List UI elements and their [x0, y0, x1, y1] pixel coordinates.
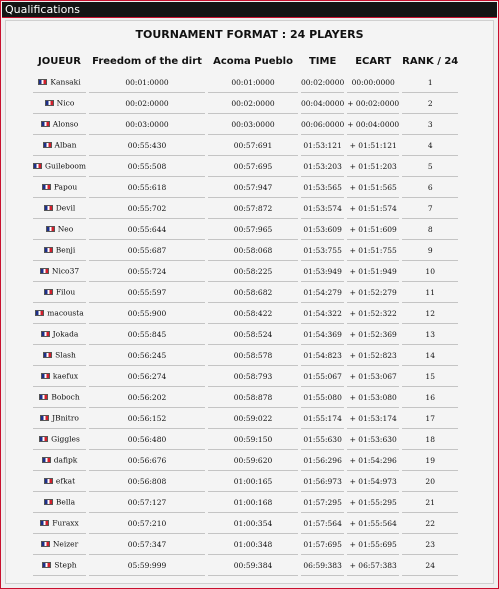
- rank-value: 23: [402, 534, 458, 555]
- player-name: Benji: [55, 245, 76, 255]
- player-name: Papou: [53, 182, 78, 192]
- france-flag-icon: [44, 289, 53, 295]
- freedom-of-the-dirt-time: 00:55:900: [89, 303, 205, 324]
- gap-value: + 01:51:574: [347, 198, 399, 219]
- player-name: Slash: [55, 350, 76, 360]
- player-cell: [33, 177, 86, 198]
- table-header-row: [33, 50, 458, 72]
- rank-value: 19: [402, 450, 458, 471]
- freedom-of-the-dirt-time: 00:57:127: [89, 492, 205, 513]
- total-time: 01:57:695: [301, 534, 344, 555]
- rank-value: 2: [402, 93, 458, 114]
- rank-value: 20: [402, 471, 458, 492]
- france-flag-icon: [43, 352, 52, 358]
- player-cell: [33, 282, 86, 303]
- total-time: 01:53:609: [301, 219, 344, 240]
- gap-value: + 01:53:630: [347, 429, 399, 450]
- acoma-pueblo-time: 00:59:384: [208, 555, 298, 576]
- rank-value: 1: [402, 72, 458, 93]
- player-cell: [33, 450, 86, 471]
- table-row: [33, 513, 458, 534]
- total-time: 00:06:0000: [301, 114, 344, 135]
- table-row: [33, 450, 458, 471]
- table-row: [33, 429, 458, 450]
- gap-value: + 06:57:383: [347, 555, 399, 576]
- total-time: 01:55:067: [301, 366, 344, 387]
- player-name: kaefux: [52, 371, 79, 381]
- column-header-acoma-pueblo: Acoma Pueblo: [213, 55, 293, 67]
- freedom-of-the-dirt-time: 00:57:347: [89, 534, 205, 555]
- france-flag-icon: [35, 310, 44, 316]
- gap-value: + 01:52:279: [347, 282, 399, 303]
- freedom-of-the-dirt-time: 00:55:687: [89, 240, 205, 261]
- rank-value: 6: [402, 177, 458, 198]
- player-cell: [33, 198, 86, 219]
- player-name: Boboch: [51, 392, 80, 402]
- total-time: 00:02:0000: [301, 72, 344, 93]
- player-cell: [33, 135, 86, 156]
- gap-value: + 01:54:296: [347, 450, 399, 471]
- rank-value: 11: [402, 282, 458, 303]
- france-flag-icon: [42, 184, 51, 190]
- table-row: [33, 282, 458, 303]
- total-time: 01:54:823: [301, 345, 344, 366]
- rank-value: 5: [402, 156, 458, 177]
- gap-value: + 01:53:067: [347, 366, 399, 387]
- table-row: [33, 177, 458, 198]
- total-time: 01:57:564: [301, 513, 344, 534]
- gap-value: + 01:52:823: [347, 345, 399, 366]
- player-cell: [33, 513, 86, 534]
- player-name: Kansaki: [50, 77, 81, 87]
- rank-value: 4: [402, 135, 458, 156]
- acoma-pueblo-time: 00:58:068: [208, 240, 298, 261]
- player-name: Nico37: [51, 266, 80, 276]
- freedom-of-the-dirt-time: 00:55:702: [89, 198, 205, 219]
- acoma-pueblo-time: 00:58:422: [208, 303, 298, 324]
- acoma-pueblo-time: 00:57:947: [208, 177, 298, 198]
- rank-value: 12: [402, 303, 458, 324]
- france-flag-icon: [43, 142, 52, 148]
- rank-value: 24: [402, 555, 458, 576]
- acoma-pueblo-time: 00:59:022: [208, 408, 298, 429]
- total-time: 01:55:630: [301, 429, 344, 450]
- gap-value: 00:00:0000: [347, 72, 399, 93]
- column-header-freedom-of-the-dirt: Freedom of the dirt: [92, 55, 202, 67]
- rank-value: 8: [402, 219, 458, 240]
- player-cell: [33, 429, 86, 450]
- rank-value: 15: [402, 366, 458, 387]
- table-row: [33, 345, 458, 366]
- player-cell: [33, 72, 86, 93]
- rank-value: 13: [402, 324, 458, 345]
- gap-value: + 01:55:564: [347, 513, 399, 534]
- player-name: macousta: [47, 308, 84, 318]
- france-flag-icon: [41, 373, 50, 379]
- player-name: Bella: [55, 497, 76, 507]
- player-cell: [33, 345, 86, 366]
- acoma-pueblo-time: 00:01:0000: [208, 72, 298, 93]
- acoma-pueblo-time: 00:58:682: [208, 282, 298, 303]
- freedom-of-the-dirt-time: 00:55:724: [89, 261, 205, 282]
- table-row: [33, 219, 458, 240]
- player-name: Jokada: [52, 329, 79, 339]
- france-flag-icon: [39, 436, 48, 442]
- total-time: 01:53:949: [301, 261, 344, 282]
- acoma-pueblo-time: 00:58:524: [208, 324, 298, 345]
- freedom-of-the-dirt-time: 00:55:430: [89, 135, 205, 156]
- freedom-of-the-dirt-time: 00:56:676: [89, 450, 205, 471]
- player-cell: [33, 261, 86, 282]
- player-cell: [33, 156, 86, 177]
- gap-value: + 00:04:0000: [347, 114, 399, 135]
- acoma-pueblo-time: 00:03:0000: [208, 114, 298, 135]
- rank-value: 18: [402, 429, 458, 450]
- acoma-pueblo-time: 01:00:165: [208, 471, 298, 492]
- freedom-of-the-dirt-time: 00:57:210: [89, 513, 205, 534]
- rank-value: 10: [402, 261, 458, 282]
- player-name: Giggles: [51, 434, 80, 444]
- table-row: [33, 324, 458, 345]
- total-time: 01:57:295: [301, 492, 344, 513]
- total-time: 01:54:279: [301, 282, 344, 303]
- total-time: 01:55:174: [301, 408, 344, 429]
- total-time: 01:53:203: [301, 156, 344, 177]
- france-flag-icon: [41, 541, 50, 547]
- acoma-pueblo-time: 00:59:620: [208, 450, 298, 471]
- player-name: JBnitro: [52, 413, 79, 423]
- gap-value: + 01:54:973: [347, 471, 399, 492]
- rank-value: 22: [402, 513, 458, 534]
- total-time: 01:53:574: [301, 198, 344, 219]
- gap-value: + 01:51:949: [347, 261, 399, 282]
- freedom-of-the-dirt-time: 00:03:0000: [89, 114, 205, 135]
- player-name: Steph: [54, 560, 77, 570]
- column-header-rank: RANK / 24: [402, 55, 459, 67]
- rank-value: 7: [402, 198, 458, 219]
- gap-value: + 01:51:121: [347, 135, 399, 156]
- table-row: [33, 156, 458, 177]
- table-row: [33, 135, 458, 156]
- player-name: Devil: [55, 203, 76, 213]
- table-row: [33, 198, 458, 219]
- player-cell: [33, 114, 86, 135]
- acoma-pueblo-time: 01:00:168: [208, 492, 298, 513]
- total-time: 01:53:121: [301, 135, 344, 156]
- player-cell: [33, 366, 86, 387]
- column-header-time: TIME: [308, 55, 337, 67]
- table-row: [33, 366, 458, 387]
- acoma-pueblo-time: 00:57:965: [208, 219, 298, 240]
- france-flag-icon: [38, 79, 47, 85]
- freedom-of-the-dirt-time: 05:59:999: [89, 555, 205, 576]
- freedom-of-the-dirt-time: 00:56:808: [89, 471, 205, 492]
- table-row: [33, 534, 458, 555]
- freedom-of-the-dirt-time: 00:56:152: [89, 408, 205, 429]
- table-row: [33, 261, 458, 282]
- column-header-ecart: ECART: [355, 55, 392, 67]
- total-time: 01:56:973: [301, 471, 344, 492]
- gap-value: + 01:51:203: [347, 156, 399, 177]
- player-name: Guileboom: [45, 161, 87, 171]
- gap-value: + 01:52:322: [347, 303, 399, 324]
- player-cell: [33, 387, 86, 408]
- tournament-heading: TOURNAMENT FORMAT : 24 PLAYERS: [135, 28, 364, 41]
- acoma-pueblo-time: 01:00:348: [208, 534, 298, 555]
- total-time: 01:54:322: [301, 303, 344, 324]
- gap-value: + 01:55:695: [347, 534, 399, 555]
- gap-value: + 01:52:369: [347, 324, 399, 345]
- total-time: 01:53:565: [301, 177, 344, 198]
- acoma-pueblo-time: 00:57:691: [208, 135, 298, 156]
- acoma-pueblo-time: 01:00:354: [208, 513, 298, 534]
- table-row: [33, 471, 458, 492]
- total-time: 01:56:296: [301, 450, 344, 471]
- player-name: dafipk: [53, 455, 78, 465]
- rank-value: 9: [402, 240, 458, 261]
- freedom-of-the-dirt-time: 00:56:480: [89, 429, 205, 450]
- freedom-of-the-dirt-time: 00:55:644: [89, 219, 205, 240]
- player-cell: [33, 219, 86, 240]
- total-time: 00:04:0000: [301, 93, 344, 114]
- france-flag-icon: [40, 520, 49, 526]
- freedom-of-the-dirt-time: 00:56:245: [89, 345, 205, 366]
- freedom-of-the-dirt-time: 00:55:618: [89, 177, 205, 198]
- results-panel: [5, 20, 494, 584]
- france-flag-icon: [41, 121, 50, 127]
- france-flag-icon: [33, 163, 42, 169]
- column-header-joueur: JOUEUR: [38, 55, 81, 67]
- player-name: Neizer: [52, 539, 79, 549]
- freedom-of-the-dirt-time: 00:01:0000: [89, 72, 205, 93]
- player-name: Furaxx: [52, 518, 79, 528]
- table-row: [33, 387, 458, 408]
- acoma-pueblo-time: 00:58:878: [208, 387, 298, 408]
- table-row: [33, 93, 458, 114]
- rank-value: 3: [402, 114, 458, 135]
- player-name: Neo: [57, 224, 74, 234]
- freedom-of-the-dirt-time: 00:55:845: [89, 324, 205, 345]
- france-flag-icon: [40, 415, 49, 421]
- total-time: 01:55:080: [301, 387, 344, 408]
- france-flag-icon: [46, 226, 55, 232]
- france-flag-icon: [44, 478, 53, 484]
- freedom-of-the-dirt-time: 00:56:274: [89, 366, 205, 387]
- player-cell: [33, 534, 86, 555]
- rank-value: 17: [402, 408, 458, 429]
- player-cell: [33, 555, 86, 576]
- france-flag-icon: [41, 331, 50, 337]
- acoma-pueblo-time: 00:57:872: [208, 198, 298, 219]
- freedom-of-the-dirt-time: 00:02:0000: [89, 93, 205, 114]
- gap-value: + 01:51:565: [347, 177, 399, 198]
- france-flag-icon: [42, 562, 51, 568]
- freedom-of-the-dirt-time: 00:55:508: [89, 156, 205, 177]
- player-cell: [33, 93, 86, 114]
- rank-value: 14: [402, 345, 458, 366]
- france-flag-icon: [42, 457, 51, 463]
- table-row: [33, 555, 458, 576]
- table-row: [33, 492, 458, 513]
- player-name: Alban: [54, 140, 77, 150]
- gap-value: + 01:55:295: [347, 492, 399, 513]
- france-flag-icon: [40, 268, 49, 274]
- player-cell: [33, 492, 86, 513]
- rank-value: 16: [402, 387, 458, 408]
- results-table: [30, 50, 461, 576]
- france-flag-icon: [45, 100, 54, 106]
- freedom-of-the-dirt-time: 00:55:597: [89, 282, 205, 303]
- france-flag-icon: [39, 394, 48, 400]
- player-cell: [33, 324, 86, 345]
- acoma-pueblo-time: 00:59:150: [208, 429, 298, 450]
- gap-value: + 01:53:174: [347, 408, 399, 429]
- rank-value: 21: [402, 492, 458, 513]
- gap-value: + 01:51:755: [347, 240, 399, 261]
- player-cell: [33, 408, 86, 429]
- gap-value: + 00:02:0000: [347, 93, 399, 114]
- france-flag-icon: [44, 205, 53, 211]
- acoma-pueblo-time: 00:02:0000: [208, 93, 298, 114]
- table-row: [33, 72, 458, 93]
- gap-value: + 01:53:080: [347, 387, 399, 408]
- table-row: [33, 303, 458, 324]
- total-time: 01:54:369: [301, 324, 344, 345]
- acoma-pueblo-time: 00:58:793: [208, 366, 298, 387]
- player-name: Filou: [55, 287, 76, 297]
- total-time: 06:59:383: [301, 555, 344, 576]
- france-flag-icon: [44, 499, 53, 505]
- france-flag-icon: [44, 247, 53, 253]
- gap-value: + 01:51:609: [347, 219, 399, 240]
- total-time: 01:53:755: [301, 240, 344, 261]
- player-cell: [33, 471, 86, 492]
- player-cell: [33, 303, 86, 324]
- table-row: [33, 408, 458, 429]
- acoma-pueblo-time: 00:58:578: [208, 345, 298, 366]
- player-name: Nico: [56, 98, 75, 108]
- window-title: Qualifications: [2, 2, 497, 18]
- table-row: [33, 114, 458, 135]
- acoma-pueblo-time: 00:57:695: [208, 156, 298, 177]
- player-name: Alonso: [52, 119, 79, 129]
- acoma-pueblo-time: 00:58:225: [208, 261, 298, 282]
- freedom-of-the-dirt-time: 00:56:202: [89, 387, 205, 408]
- player-name: efkat: [55, 476, 76, 486]
- player-cell: [33, 240, 86, 261]
- table-row: [33, 240, 458, 261]
